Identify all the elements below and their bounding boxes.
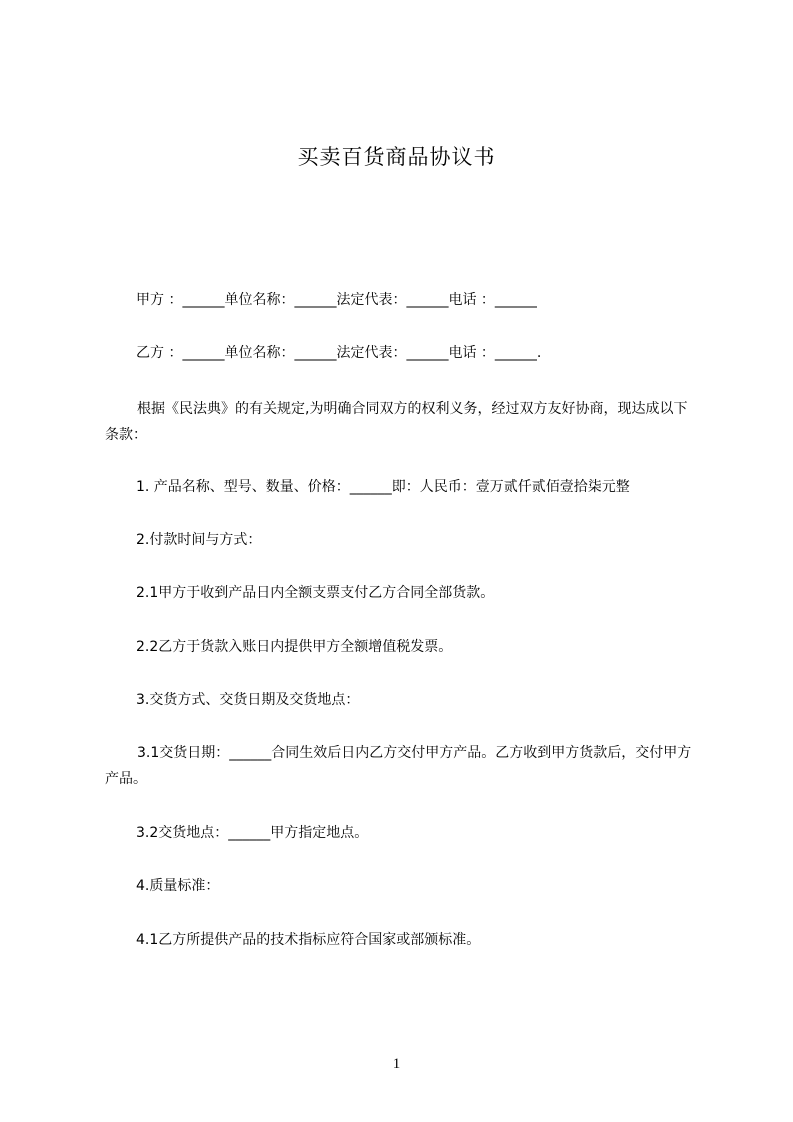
party-a-line: 甲方 ：______单位名称：______法定代表：______电话 ：______ xyxy=(136,292,537,308)
clause-3-2: 3.2交货地点：______甲方指定地点。 xyxy=(136,825,369,841)
page-number: 1 xyxy=(392,1056,401,1072)
clause-2-heading: 2.付款时间与方式： xyxy=(136,532,262,548)
clause-1: 1. 产品名称、型号、数量、价格：______即：人民币：壹万贰仟贰佰壹拾柒元整 xyxy=(136,479,630,495)
party-b-line: 乙方 ：______单位名称：______法定代表：______电话 ：______. xyxy=(136,345,542,361)
document-title: 买卖百货商品协议书 xyxy=(297,145,496,169)
clause-4-1: 4.1乙方所提供产品的技术指标应符合国家或部颁标准。 xyxy=(136,932,481,948)
clause-3-heading: 3.交货方式、交货日期及交货地点： xyxy=(136,692,360,708)
clause-3-1: 3.1交货日期：______合同生效后日内乙方交付甲方产品。乙方收到甲方货款后，交付甲方产品。 xyxy=(105,745,692,787)
clause-2-2: 2.2乙方于货款入账日内提供甲方全额增值税发票。 xyxy=(136,639,453,655)
clause-2-1: 2.1甲方于收到产品日内全额支票支付乙方合同全部货款。 xyxy=(136,585,495,601)
clause-4-heading: 4.质量标准： xyxy=(136,878,220,894)
preamble-paragraph: 根据《民法典》的有关规定,为明确合同双方的权利义务，经过双方友好协商，现达成以下条款： xyxy=(105,401,688,443)
